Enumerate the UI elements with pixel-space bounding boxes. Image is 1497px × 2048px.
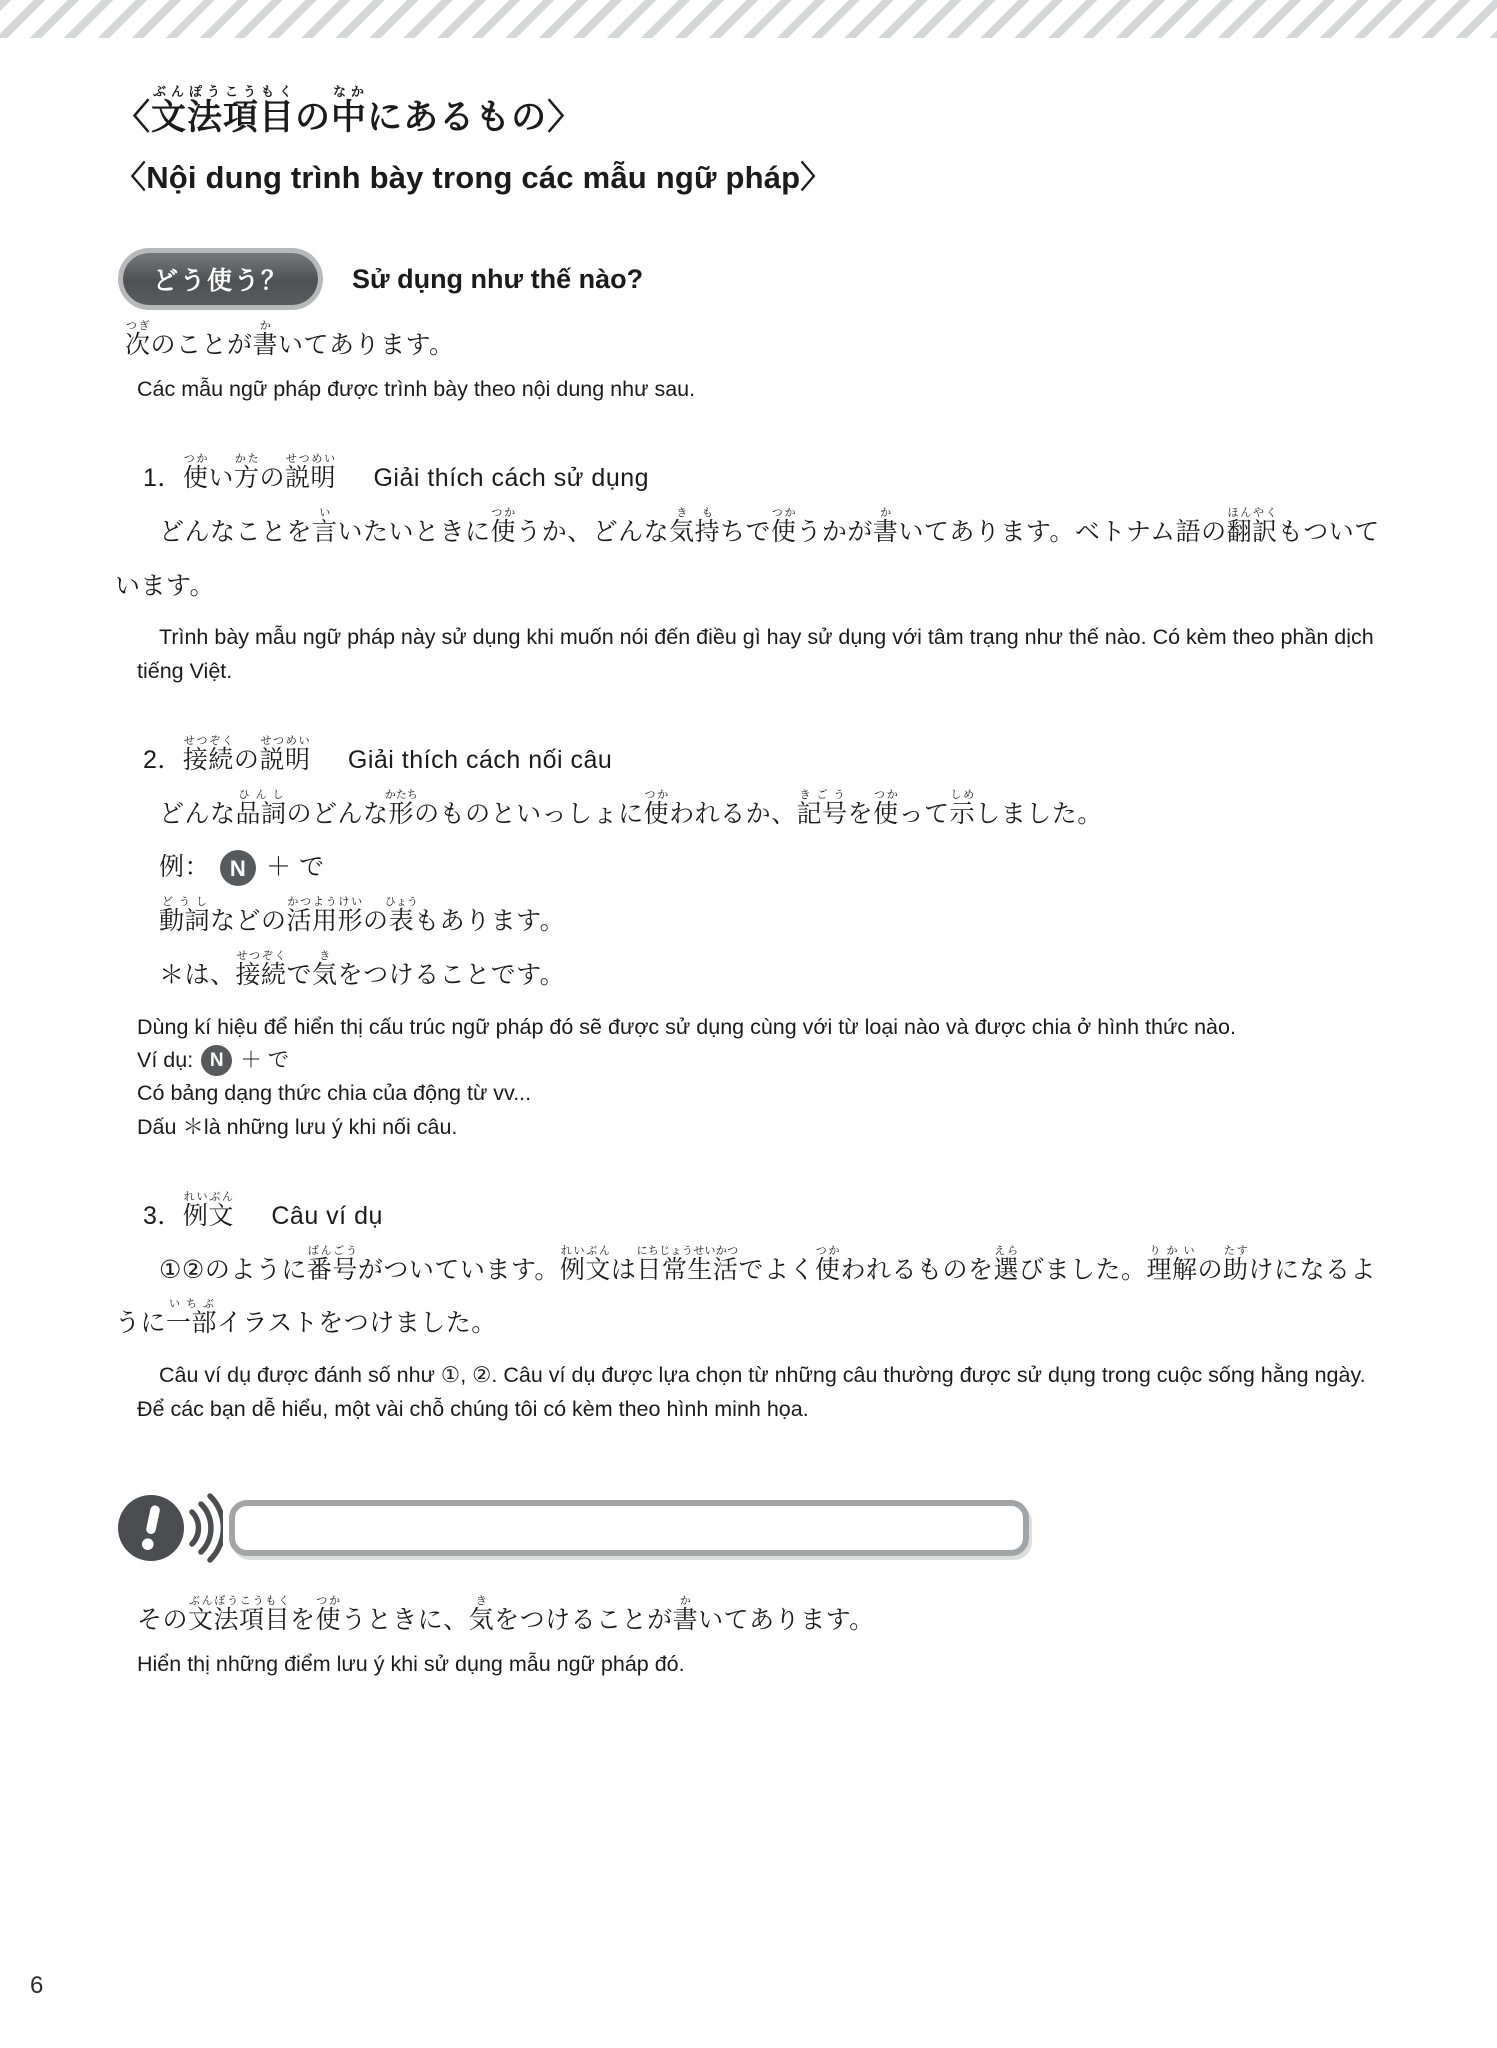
- section-2-heading-vi: Giải thích cách nối câu: [347, 745, 613, 774]
- section-1-heading-vi: Giải thích cách sử dụng: [373, 464, 650, 493]
- section-2-note1-vi: Có bảng dạng thức chia của động từ vv...: [137, 1081, 532, 1106]
- section-1-usage-explanation: [115, 452, 1382, 688]
- section-3-example-sentences: [115, 1190, 1382, 1426]
- section-2-heading: [143, 734, 1382, 788]
- how-to-use-label-vi: Sử dụng như thế nào?: [352, 263, 644, 294]
- section-1-body-vi: Trình bày mẫu ngữ pháp này sử dụng khi muốn nói đến điều gì hay sử dụng với tâm trạng như thế nào. Có kèm theo phần dịch tiếng Việt.: [137, 625, 1374, 683]
- how-to-use-badge: どう使う？: [123, 253, 318, 305]
- section-3-body-vi: Câu ví dụ được đánh số như ①, ②. Câu ví dụ được lựa chọn từ những câu thường được sử dụng trong cuộc sống hằng ngày. Để các bạn dễ hiểu, một vài chỗ chúng tôi có kèm theo hình minh họa.: [137, 1363, 1366, 1421]
- section-1-heading-jp: 1．使つかい方かたの説明せつめい: [143, 453, 336, 493]
- section-3-heading: [143, 1190, 1382, 1244]
- section-2-heading-jp: 2．接続せつぞくの説明せつめい: [143, 734, 311, 774]
- circle-n-badge-icon: N: [201, 1045, 232, 1076]
- title-vietnamese: 〈Nội dung trình bày trong các mẫu ngữ pháp〉: [115, 160, 832, 195]
- section-2-note2-jp: ＊は、接続せつぞくで気きをつけることです。: [159, 949, 566, 989]
- how-to-use-heading: [123, 253, 1382, 305]
- title-japanese: 〈文法項目ぶんぽうこうもくの中なかにあるもの〉: [115, 84, 584, 137]
- page-content: [0, 84, 1497, 1681]
- section-2-example-vi: [137, 1044, 1382, 1077]
- section-2-note2-vi: Dấu ＊là những lưu ý khi nối câu.: [137, 1114, 458, 1139]
- intro-japanese: 次つぎのことが書かいてあります。: [125, 320, 455, 359]
- hatched-header-band: [0, 0, 1497, 38]
- attention-body-jp: その文法項目ぶんぽうこうもくを使つかうときに、気きをつけることが書かいてあります。: [137, 1594, 875, 1634]
- example-suffix-jp: ＋ で: [266, 853, 325, 882]
- section-2-body-vi: Dùng kí hiệu để hiển thị cấu trúc ngữ pháp đó sẽ được sử dụng cùng với từ loại nào và được chia ở hình thức nào.: [137, 1014, 1236, 1039]
- example-prefix-jp: 例：: [159, 853, 211, 882]
- circle-n-badge-icon: N: [220, 850, 256, 886]
- section-1-heading: [143, 452, 1382, 506]
- section-2-note1-jp: 動詞どうしなどの活用形かつようけいの表ひょうもあります。: [159, 896, 566, 936]
- attention-box: [229, 1500, 1029, 1556]
- page-title-block: [115, 84, 1382, 197]
- section-1-body-jp: どんなことを言いいたいときに使つかうか、どんな気持きもちで使つかうかが書かいてあります。ベトナム語の翻訳ほんやくもついています。: [115, 506, 1380, 600]
- example-suffix-vi: ＋ で: [240, 1048, 290, 1072]
- section-3-heading-vi: Câu ví dụ: [271, 1201, 383, 1230]
- example-prefix-vi: Ví dụ:: [137, 1048, 194, 1072]
- attention-callout: [115, 1488, 1382, 1568]
- section-2-example-jp: [159, 841, 1382, 895]
- intro-vietnamese: Các mẫu ngữ pháp được trình bày theo nội dung như sau.: [137, 376, 696, 401]
- attention-body-vi: Hiển thị những điểm lưu ý khi sử dụng mẫu ngữ pháp đó.: [137, 1651, 685, 1676]
- section-2-body-jp: どんな品詞ひんしのどんな形かたちのものといっしょに使つかわれるか、記号きごうを使つかって示しめしました。: [159, 788, 1103, 828]
- alert-icon: [115, 1488, 223, 1568]
- section-2-connection-explanation: [115, 734, 1382, 1144]
- sound-waves-icon: [192, 1496, 223, 1560]
- section-3-body-jp: ①②のように番号ばんごうがついています。例文れいぶんは日常生活にちじょうせいかつでよく使つかわれるものを選えらびました。理解りかいの助たすけになるように一部いちぶイラストをつけました。: [115, 1244, 1377, 1338]
- section-3-heading-jp: 3．例文れいぶん: [143, 1190, 234, 1230]
- page-number: 6: [30, 1972, 44, 1999]
